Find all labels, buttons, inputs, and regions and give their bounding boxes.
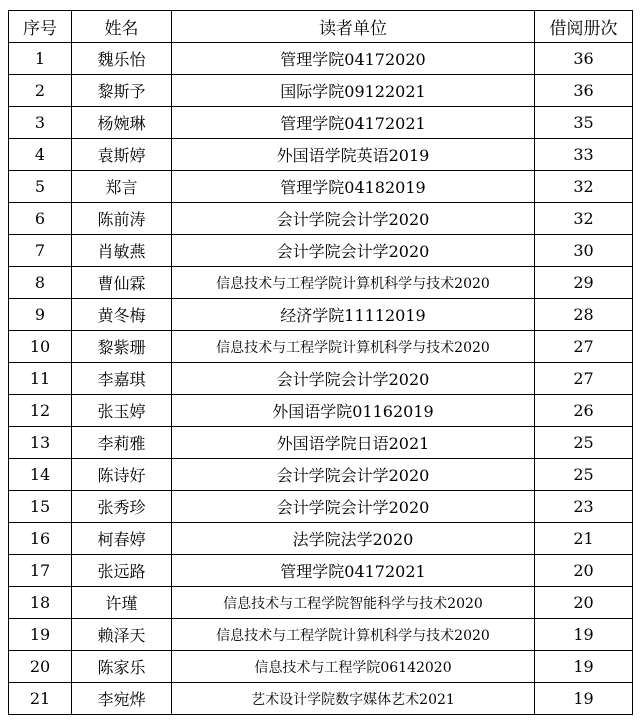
cell-name: 黎斯予 (72, 75, 172, 107)
cell-count: 27 (535, 331, 633, 363)
table-row (9, 267, 633, 299)
cell-seq: 3 (9, 107, 72, 139)
cell-unit: 会计学院会计学2020 (172, 491, 535, 523)
header-count: 借阅册次 (535, 11, 633, 43)
cell-name: 张玉婷 (72, 395, 172, 427)
table-row (9, 363, 633, 395)
cell-seq: 1 (9, 43, 72, 75)
cell-count: 21 (535, 523, 633, 555)
cell-seq: 11 (9, 363, 72, 395)
cell-seq: 16 (9, 523, 72, 555)
cell-seq: 14 (9, 459, 72, 491)
cell-seq: 10 (9, 331, 72, 363)
cell-seq: 8 (9, 267, 72, 299)
table-row (9, 395, 633, 427)
cell-name: 郑言 (72, 171, 172, 203)
cell-name: 袁斯婷 (72, 139, 172, 171)
cell-unit: 经济学院11112019 (172, 299, 535, 331)
table-row (9, 139, 633, 171)
cell-seq: 21 (9, 683, 72, 715)
cell-name: 陈家乐 (72, 651, 172, 683)
cell-name: 李嘉琪 (72, 363, 172, 395)
cell-count: 30 (535, 235, 633, 267)
table-row (9, 523, 633, 555)
cell-count: 32 (535, 203, 633, 235)
cell-unit: 外国语学院英语2019 (172, 139, 535, 171)
cell-seq: 9 (9, 299, 72, 331)
cell-count: 19 (535, 683, 633, 715)
cell-seq: 18 (9, 587, 72, 619)
table-row (9, 491, 633, 523)
cell-name: 杨婉琳 (72, 107, 172, 139)
cell-unit: 法学院法学2020 (172, 523, 535, 555)
cell-count: 19 (535, 651, 633, 683)
cell-seq: 17 (9, 555, 72, 587)
cell-name: 李宛烨 (72, 683, 172, 715)
table-row (9, 235, 633, 267)
cell-unit: 管理学院04172021 (172, 555, 535, 587)
cell-unit: 会计学院会计学2020 (172, 363, 535, 395)
cell-seq: 5 (9, 171, 72, 203)
cell-seq: 4 (9, 139, 72, 171)
cell-count: 36 (535, 75, 633, 107)
table-row (9, 107, 633, 139)
table-row (9, 651, 633, 683)
cell-count: 35 (535, 107, 633, 139)
cell-seq: 19 (9, 619, 72, 651)
cell-name: 陈诗好 (72, 459, 172, 491)
cell-name: 张秀珍 (72, 491, 172, 523)
cell-unit: 信息技术与工程学院06142020 (172, 651, 535, 683)
borrowing-ranking-table (8, 10, 633, 715)
cell-count: 20 (535, 555, 633, 587)
cell-count: 27 (535, 363, 633, 395)
cell-unit: 外国语学院日语2021 (172, 427, 535, 459)
cell-unit: 会计学院会计学2020 (172, 203, 535, 235)
cell-seq: 13 (9, 427, 72, 459)
table-row (9, 427, 633, 459)
table-row (9, 43, 633, 75)
cell-seq: 20 (9, 651, 72, 683)
cell-count: 23 (535, 491, 633, 523)
table-row (9, 619, 633, 651)
cell-name: 魏乐怡 (72, 43, 172, 75)
cell-unit: 信息技术与工程学院计算机科学与技术2020 (172, 331, 535, 363)
cell-count: 25 (535, 459, 633, 491)
cell-count: 20 (535, 587, 633, 619)
cell-seq: 2 (9, 75, 72, 107)
table-row (9, 171, 633, 203)
cell-unit: 信息技术与工程学院智能科学与技术2020 (172, 587, 535, 619)
cell-count: 28 (535, 299, 633, 331)
table-row (9, 587, 633, 619)
table-row (9, 459, 633, 491)
cell-unit: 信息技术与工程学院计算机科学与技术2020 (172, 619, 535, 651)
cell-unit: 信息技术与工程学院计算机科学与技术2020 (172, 267, 535, 299)
cell-count: 25 (535, 427, 633, 459)
cell-name: 陈前涛 (72, 203, 172, 235)
cell-seq: 15 (9, 491, 72, 523)
table-row (9, 75, 633, 107)
cell-name: 柯春婷 (72, 523, 172, 555)
cell-count: 33 (535, 139, 633, 171)
table-row (9, 683, 633, 715)
cell-count: 29 (535, 267, 633, 299)
borrowing-ranking-table-wrapper (8, 10, 633, 715)
cell-unit: 外国语学院01162019 (172, 395, 535, 427)
header-unit: 读者单位 (172, 11, 535, 43)
cell-name: 李莉雅 (72, 427, 172, 459)
cell-name: 肖敏燕 (72, 235, 172, 267)
cell-name: 赖泽天 (72, 619, 172, 651)
cell-seq: 7 (9, 235, 72, 267)
table-row (9, 203, 633, 235)
cell-count: 19 (535, 619, 633, 651)
cell-name: 曹仙霖 (72, 267, 172, 299)
cell-unit: 管理学院04182019 (172, 171, 535, 203)
cell-unit: 管理学院04172020 (172, 43, 535, 75)
cell-count: 32 (535, 171, 633, 203)
cell-seq: 12 (9, 395, 72, 427)
cell-name: 黄冬梅 (72, 299, 172, 331)
table-body (9, 43, 633, 715)
cell-name: 许瑾 (72, 587, 172, 619)
table-row (9, 555, 633, 587)
header-name: 姓名 (72, 11, 172, 43)
cell-unit: 艺术设计学院数字媒体艺术2021 (172, 683, 535, 715)
cell-name: 张远路 (72, 555, 172, 587)
cell-count: 26 (535, 395, 633, 427)
cell-count: 36 (535, 43, 633, 75)
cell-seq: 6 (9, 203, 72, 235)
cell-name: 黎紫珊 (72, 331, 172, 363)
cell-unit: 会计学院会计学2020 (172, 235, 535, 267)
table-row (9, 331, 633, 363)
cell-unit: 国际学院09122021 (172, 75, 535, 107)
cell-unit: 会计学院会计学2020 (172, 459, 535, 491)
header-seq: 序号 (9, 11, 72, 43)
table-row (9, 299, 633, 331)
cell-unit: 管理学院04172021 (172, 107, 535, 139)
header-row (9, 11, 633, 43)
